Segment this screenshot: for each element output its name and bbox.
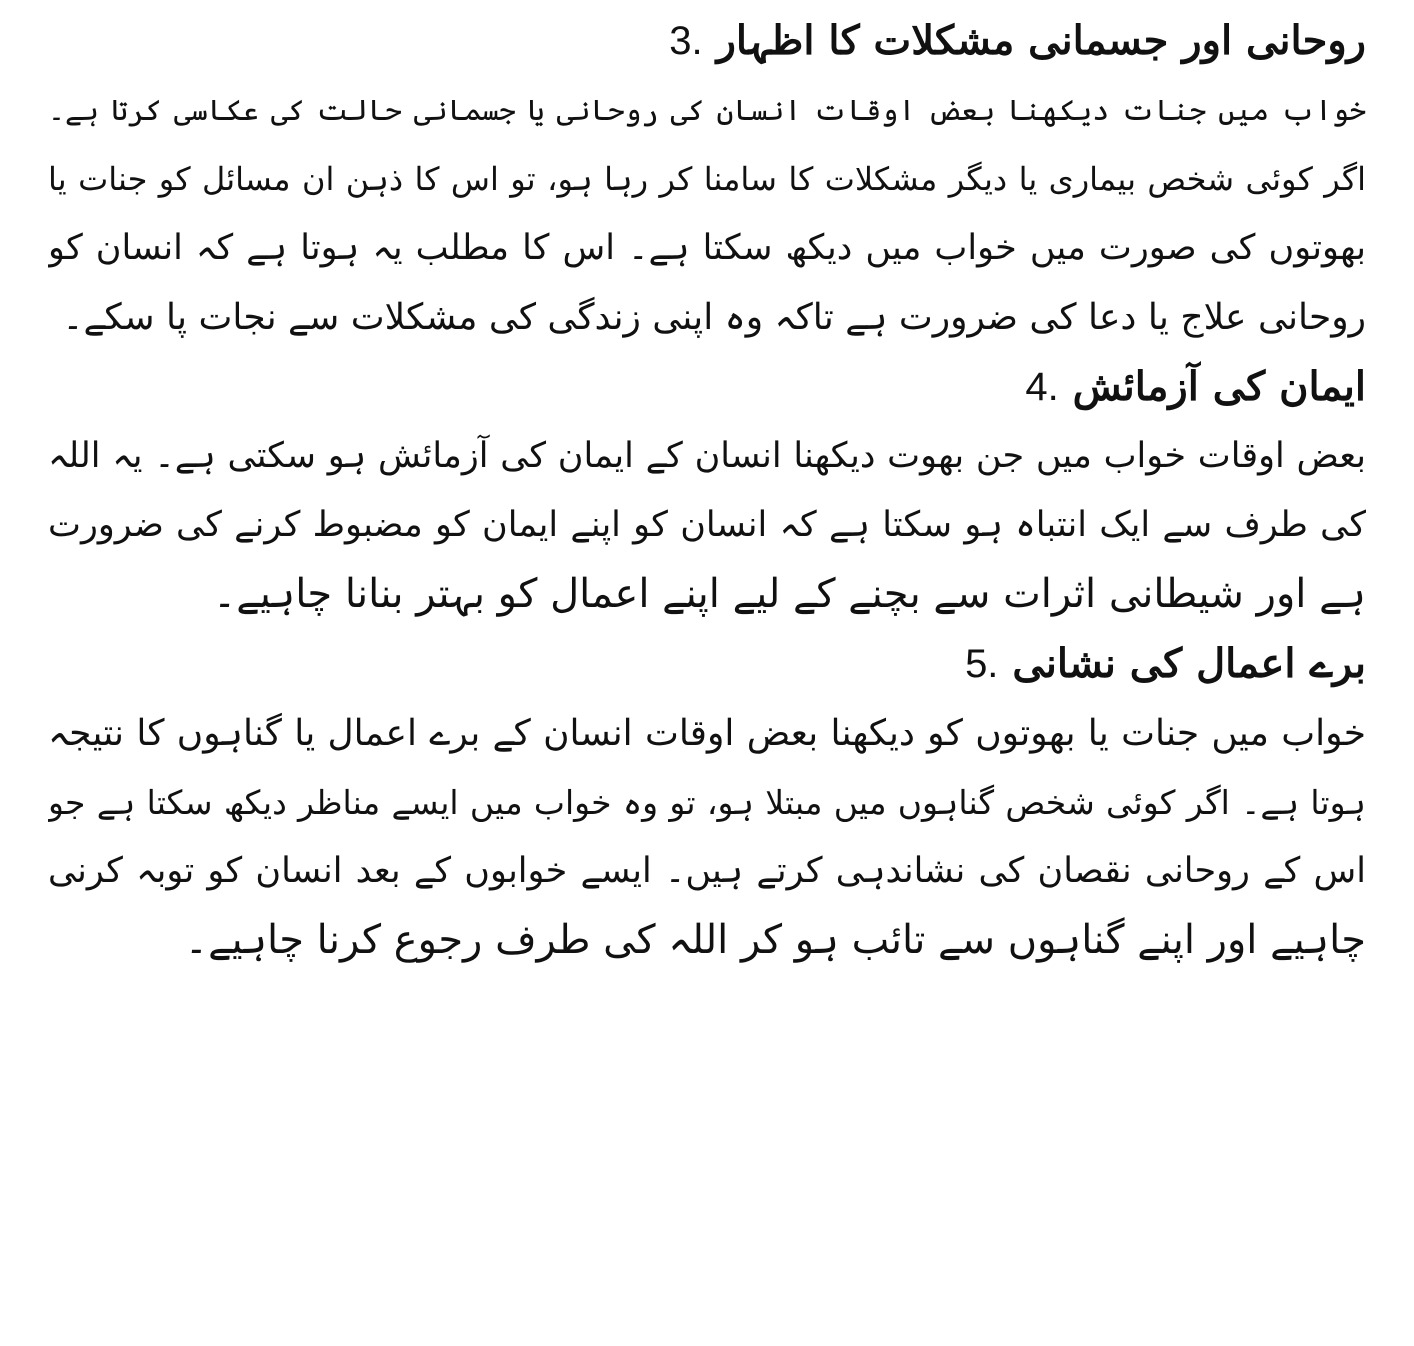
section-number: 3.	[669, 19, 703, 63]
paragraph-line: ہوتا ہے۔ اگر کوئی شخص گناہوں میں مبتلا ہو، تو وہ خواب میں ایسے مناظر دیکھ سکتا ہے جو	[48, 783, 1366, 822]
paragraph-line: خواب میں جنات دیکھنا بعض اوقات انسان کی روحانی یا جسمانی حالت کی عکاسی کرتا ہے۔	[48, 93, 1366, 127]
section-title: ایمان کی آزمائش	[1072, 363, 1366, 410]
section-paragraph	[48, 76, 1366, 352]
section-number: 5.	[965, 642, 999, 686]
paragraph-line: بعض اوقات خواب میں جن بھوت دیکھنا انسان کے ایمان کی آزمائش ہو سکتی ہے۔ یہ اللہ	[48, 436, 1366, 476]
section-heading	[48, 352, 1366, 422]
paragraph-line: اگر کوئی شخص بیماری یا دیگر مشکلات کا سامنا کر رہا ہو، تو اس کا ذہن ان مسائل کو جنات یا	[48, 160, 1366, 198]
paragraph-line: اس کے روحانی نقصان کی نشاندہی کرتے ہیں۔ ایسے خوابوں کے بعد انسان کو توبہ کرنی	[48, 851, 1366, 891]
paragraph-line: خواب میں جنات یا بھوتوں کو دیکھنا بعض اوقات انسان کے برے اعمال یا گناہوں کا نتیجہ	[48, 713, 1366, 754]
paragraph-line: کی طرف سے ایک انتباہ ہو سکتا ہے کہ انسان کو اپنے ایمان کو مضبوط کرنے کی ضرورت	[48, 505, 1366, 545]
section-number: 4.	[1025, 365, 1059, 409]
section-title: برے اعمال کی نشانی	[1012, 640, 1366, 687]
section-heading	[48, 629, 1366, 699]
section-5	[48, 629, 1366, 975]
paragraph-line: چاہیے اور اپنے گناہوں سے تائب ہو کر اللہ کی طرف رجوع کرنا چاہیے۔	[184, 917, 1366, 963]
section-3	[48, 6, 1366, 352]
section-4	[48, 352, 1366, 629]
paragraph-line: روحانی علاج یا دعا کی ضرورت ہے تاکہ وہ اپنی زندگی کی مشکلات سے نجات پا سکے۔	[62, 297, 1366, 338]
section-paragraph	[48, 699, 1366, 975]
section-heading	[48, 6, 1366, 76]
paragraph-line: ہے اور شیطانی اثرات سے بچنے کے لیے اپنے اعمال کو بہتر بنانا چاہیے۔	[212, 571, 1366, 617]
section-title: روحانی اور جسمانی مشکلات کا اظہار	[716, 17, 1366, 64]
section-paragraph	[48, 422, 1366, 629]
paragraph-line: بھوتوں کی صورت میں خواب میں دیکھ سکتا ہے۔ اس کا مطلب یہ ہوتا ہے کہ انسان کو	[48, 228, 1366, 268]
